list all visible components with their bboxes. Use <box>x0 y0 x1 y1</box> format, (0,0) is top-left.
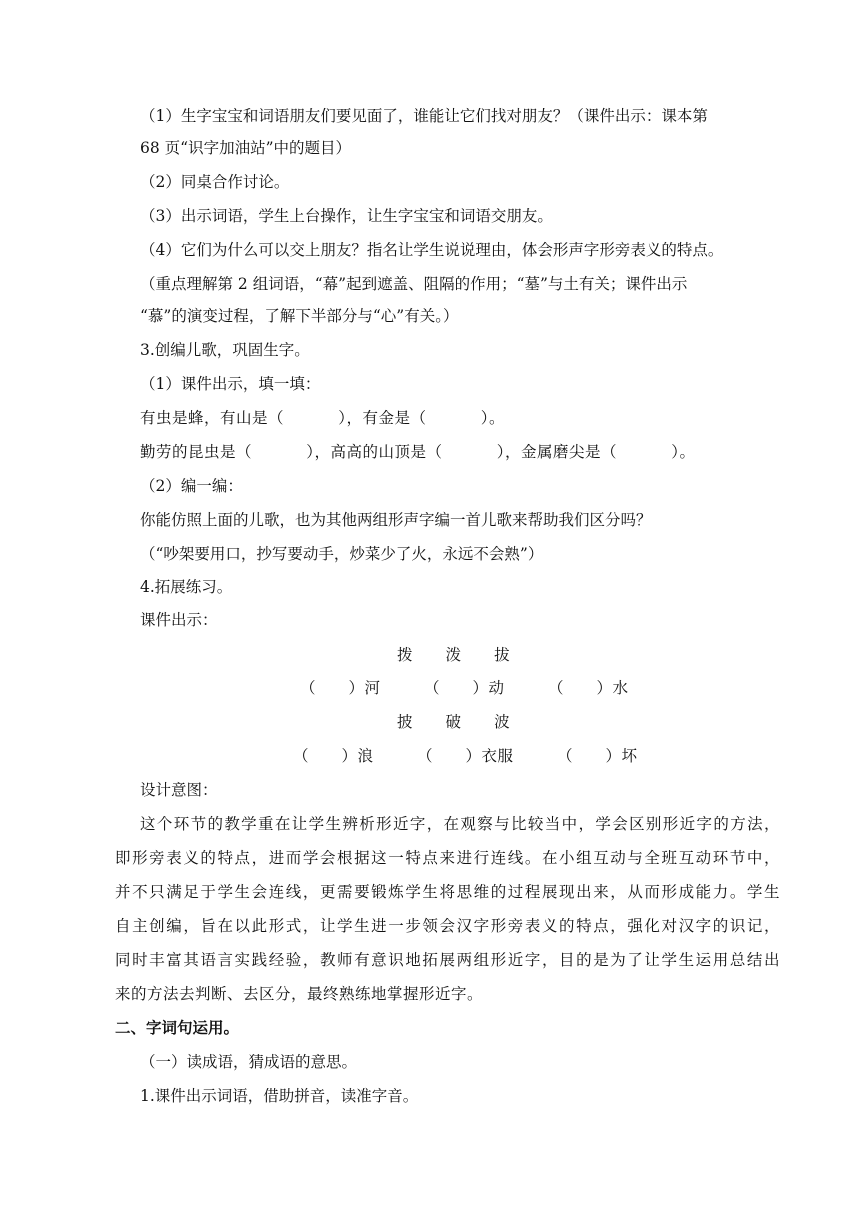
section-3-item-2: （2）编一编： <box>140 477 243 495</box>
design-paragraph-line-2: 即形旁表义的特点，进而学会根据这一特点来进行连线。在小组互动与全班互动环节中， <box>115 849 780 867</box>
design-paragraph-line-5: 同时丰富其语言实践经验，教师有意识地拓展两组形近字，目的是为了让学生运用总结出 <box>115 951 780 969</box>
paragraph-4: （4）它们为什么可以交上朋友？指名让学生说说理由，体会形声字形旁表义的特点。 <box>140 241 724 259</box>
design-paragraph-line-3: 并不只满足于学生会连线，更需要锻炼学生将思维的过程展现出来，从而形成能力。学生 <box>115 883 780 901</box>
paragraph-3: （3）出示词语，学生上台操作，让生字宝宝和词语交朋友。 <box>140 207 553 225</box>
courseware-label: 课件出示： <box>140 611 218 629</box>
paragraph-1-line-2: 68 页“识字加油站”中的题目） <box>140 139 351 157</box>
section-3-item-1: （1）课件出示，填一填： <box>140 375 321 393</box>
paragraph-2: （2）同桌合作讨论。 <box>140 173 290 191</box>
design-paragraph-line-1: 这个环节的教学重在让学生辨析形近字，在观察与比较当中，学会区别形近字的方法， <box>140 815 780 833</box>
section-heading-2: 二、字词句运用。 <box>115 1019 240 1037</box>
example-rhyme: （“吵架要用口，抄写要动手，炒菜少了火，永远不会熟”） <box>140 545 544 563</box>
subsection-1-item-1: 1.课件出示词语，借助拼音，读准字音。 <box>140 1087 419 1105</box>
design-intent-label: 设计意图： <box>140 781 218 799</box>
blank-group-1: （ ）河 （ ）动 （ ）水 <box>300 679 629 697</box>
fill-blank-line-2: 勤劳的昆虫是（ ），高高的山顶是（ ），金属磨尖是（ ）。 <box>140 443 696 461</box>
design-paragraph-line-6: 来的方法去判断、去区分，最终熟练地掌握形近字。 <box>115 985 484 1003</box>
char-group-2: 披 破 波 <box>397 713 511 731</box>
paragraph-5-line-1: （重点理解第 2 组词语，“幕”起到遮盖、阻隔的作用；“墓”与土有关；课件出示 <box>140 275 688 293</box>
section-4-heading: 4.拓展练习。 <box>140 578 233 596</box>
subsection-1: （一）读成语，猜成语的意思。 <box>140 1053 358 1071</box>
paragraph-5-line-2: “慕”的演变过程，了解下半部分与“心”有关。） <box>140 307 459 325</box>
design-paragraph-line-4: 自主创编，旨在以此形式，让学生进一步领会汉字形旁表义的特点，强化对汉字的识记， <box>115 917 780 935</box>
section-3-heading: 3.创编儿歌，巩固生字。 <box>140 341 310 359</box>
char-group-1: 拨 泼 拔 <box>397 646 511 664</box>
blank-group-2: （ ）浪 （ ）衣服 （ ）坏 <box>293 747 638 765</box>
paragraph-1-line-1: （1）生字宝宝和词语朋友们要见面了，谁能让它们找对朋友？（课件出示：课本第 <box>140 107 708 125</box>
fill-blank-line-1: 有虫是蜂，有山是（ ），有金是（ ）。 <box>140 409 506 427</box>
question-line: 你能仿照上面的儿歌，也为其他两组形声字编一首儿歌来帮助我们区分吗？ <box>140 511 652 529</box>
